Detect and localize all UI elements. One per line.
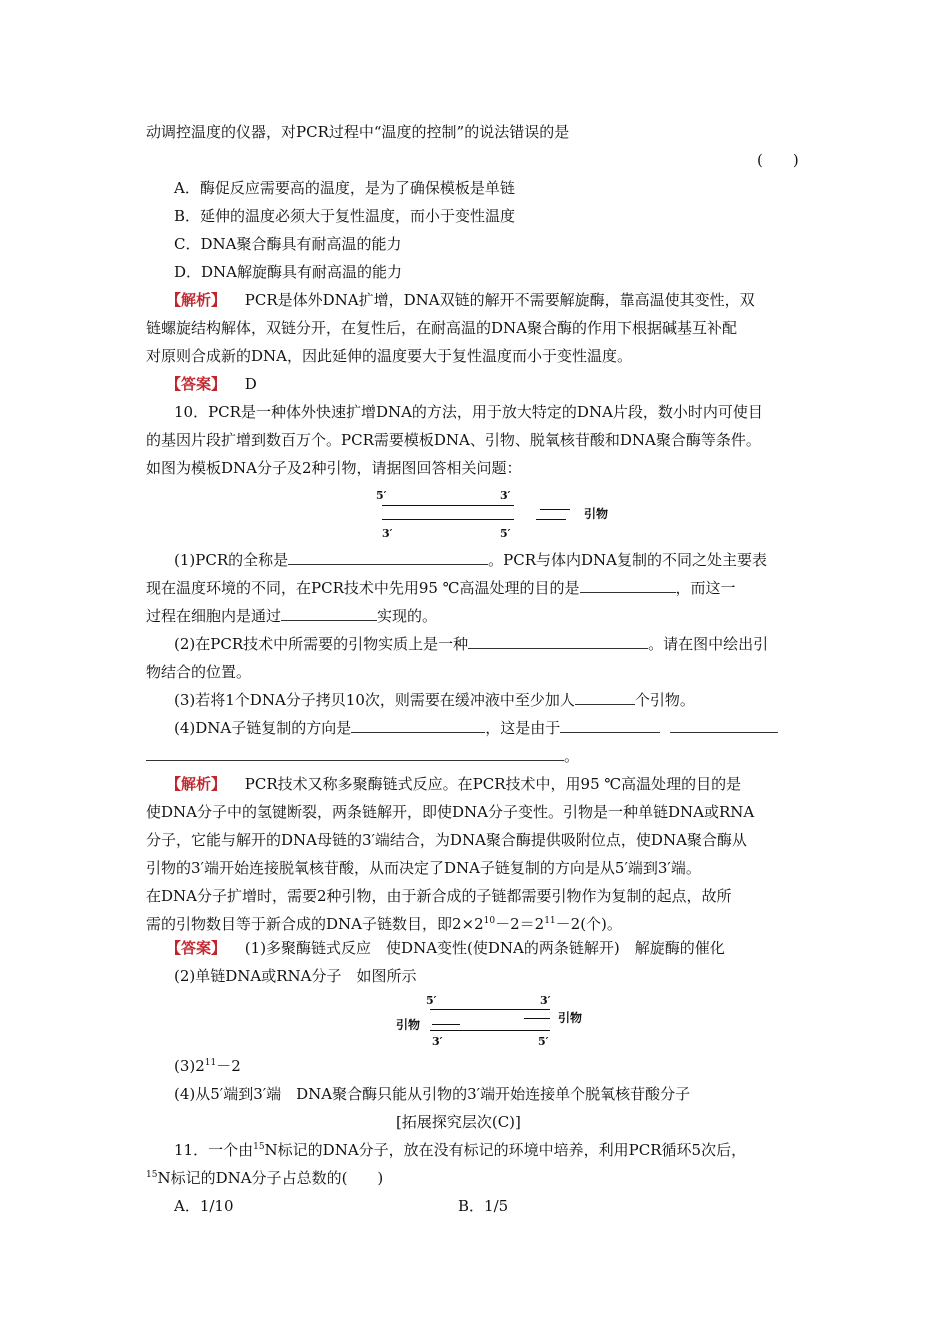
q9-option-d: D．DNA解旋酶具有耐高温的能力	[174, 263, 403, 281]
text: 需的引物数目等于新合成的DNA子链数目，即2×2	[146, 915, 484, 933]
superscript: 15	[253, 1142, 265, 1152]
text: N标记的DNA分子，放在没有标记的环境中培养，利用PCR循环5次后，	[264, 1141, 747, 1159]
blank-95c-purpose[interactable]	[580, 578, 676, 593]
fig1-bottom-strand	[382, 519, 514, 520]
q10-part1-line-3	[146, 606, 437, 626]
q9-option-c: C．DNA聚合酶具有耐高温的能力	[174, 235, 402, 253]
analysis-tag: 【解析】	[166, 291, 227, 309]
text: (1)PCR的全称是	[174, 551, 289, 569]
fig1-primer-label: 引物	[584, 507, 609, 521]
text: N标记的DNA分子占总数的( )	[157, 1169, 384, 1187]
q11-option-a: A．1/10	[174, 1197, 234, 1215]
text: (2)在PCR技术中所需要的引物实质上是一种	[174, 635, 469, 653]
q10-part2-line-2: 物结合的位置。	[146, 663, 252, 681]
q10-answer-line-2: (2)单链DNA或RNA分子 如图所示	[174, 967, 417, 985]
answer-value: D	[244, 375, 257, 393]
q10-analysis-line-4: 引物的3′端开始连接脱氧核苷酸，从而决定了DNA子链复制的方向是从5′端到3′端。	[146, 859, 701, 877]
q9-answer-line	[166, 374, 257, 394]
fig2-label-bottom-right: 5′	[538, 1035, 549, 1048]
blank-in-cell-process[interactable]	[281, 606, 377, 621]
blank-reason-2[interactable]	[670, 718, 778, 733]
superscript: 15	[146, 1170, 158, 1180]
exponent: 11	[204, 1058, 217, 1068]
text: ，这是由于	[485, 719, 561, 737]
q9-option-b: B．延伸的温度必须大于复性温度，而小于变性温度	[174, 207, 516, 225]
q10-part1-line-2	[146, 578, 736, 598]
text: 。PCR与体内DNA复制的不同之处主要表	[488, 551, 767, 569]
answer-tag: 【答案】	[166, 939, 227, 957]
text: 个引物。	[634, 691, 695, 709]
q10-part4-line-1	[174, 718, 778, 738]
fig1-label-bottom-right: 5′	[500, 527, 511, 540]
fig2-primer-label-right: 引物	[558, 1011, 583, 1025]
fig1-label-top-right: 3′	[500, 489, 511, 502]
q10-answer-line-4: (4)从5′端到3′端 DNA聚合酶只能从引物的3′端开始连接单个脱氧核苷酸分子	[174, 1085, 691, 1103]
q10-part2-line-1	[174, 634, 768, 654]
answer-text: (1)多聚酶链式反应 使DNA变性(使DNA的两条链解开) 解旋酶的催化	[244, 939, 725, 957]
exponent: 11	[544, 916, 556, 926]
blank-primer-count[interactable]	[575, 690, 635, 705]
q10-stem-line-1: 10．PCR是一种体外快速扩增DNA的方法，用于放大特定的DNA片段，数小时内可使目	[174, 403, 763, 421]
fig1-primer-1	[540, 509, 570, 510]
text: (3)2	[174, 1057, 205, 1075]
fig2-primer-label-left: 引物	[396, 1018, 421, 1032]
blank-reason-1[interactable]	[560, 718, 660, 733]
blank-primer-nature[interactable]	[468, 634, 648, 649]
fig2-right-primer	[524, 1018, 550, 1019]
fig1-label-bottom-left: 3′	[382, 527, 393, 540]
q9-answer-paren: ( )	[757, 151, 799, 169]
text: －2(个)。	[555, 915, 622, 933]
fig1-primer-2	[536, 519, 566, 520]
q10-analysis-line-1	[166, 774, 741, 794]
text: 实现的。	[377, 607, 438, 625]
blank-pcr-full-name[interactable]	[288, 550, 488, 565]
text: (3)若将1个DNA分子拷贝10次，则需要在缓冲液中至少加人	[174, 691, 575, 709]
text: －2＝2	[495, 915, 545, 933]
fig2-label-top-right: 3′	[540, 994, 551, 1007]
blank-reason-3[interactable]	[146, 746, 564, 761]
analysis-tag: 【解析】	[166, 775, 227, 793]
fig2-left-primer	[432, 1024, 460, 1025]
exponent: 10	[483, 916, 496, 926]
fig2-label-bottom-left: 3′	[432, 1035, 443, 1048]
q10-analysis-line-6	[146, 914, 622, 934]
q10-stem-line-2: 的基因片段扩增到数百万个。PCR需要模板DNA、引物、脱氧核苷酸和DNA聚合酶等条件。	[146, 431, 761, 449]
q10-answer-line-3	[174, 1056, 241, 1076]
section-title: [拓展探究层次(C)]	[396, 1113, 521, 1131]
fig1-top-strand	[382, 505, 514, 506]
q9-analysis-line-2: 链螺旋结构解体，双链分开，在复性后，在耐高温的DNA聚合酶的作用下根据碱基互补配	[146, 319, 737, 337]
analysis-text: PCR技术又称多聚酶链式反应。在PCR技术中，用95 ℃高温处理的目的是	[244, 775, 742, 793]
q11-stem-line-1	[174, 1140, 746, 1160]
fig2-top-strand	[430, 1009, 550, 1010]
q10-part4-line-2	[146, 746, 579, 766]
q9-option-a: A．酶促反应需要高的温度，是为了确保模板是单链	[174, 179, 515, 197]
text: 过程在细胞内是通过	[146, 607, 282, 625]
q10-analysis-line-5: 在DNA分子扩增时，需要2种引物，由于新合成的子链都需要引物作为复制的起点，故所	[146, 887, 732, 905]
fig2-bottom-strand	[430, 1030, 550, 1031]
text: ，而这一	[675, 579, 736, 597]
q11-stem-line-2	[146, 1168, 383, 1188]
q10-stem-line-3: 如图为模板DNA分子及2种引物，请据图回答相关问题：	[146, 459, 522, 477]
q9-analysis-line-3: 对原则合成新的DNA，因此延伸的温度要大于复性温度而小于变性温度。	[146, 347, 632, 365]
text: －2	[216, 1057, 241, 1075]
q10-part3	[174, 690, 695, 710]
fig1-label-top-left: 5′	[376, 489, 387, 502]
q11-option-b: B．1/5	[458, 1197, 509, 1215]
q9-analysis-line-1	[166, 290, 755, 310]
fig2-label-top-left: 5′	[426, 994, 437, 1007]
q9-stem: 动调控温度的仪器，对PCR过程中“温度的控制”的说法错误的是	[146, 123, 570, 141]
text: 11．一个由	[174, 1141, 254, 1159]
text: (4)DNA子链复制的方向是	[174, 719, 352, 737]
q10-analysis-line-3: 分子，它能与解开的DNA母链的3′端结合，为DNA聚合酶提供吸附位点，使DNA聚合酶从	[146, 831, 747, 849]
blank-replication-direction[interactable]	[351, 718, 485, 733]
q10-part1-line-1	[174, 550, 767, 570]
text: 。请在图中绘出引	[648, 635, 769, 653]
analysis-text: PCR是体外DNA扩增，DNA双链的解开不需要解旋酶，靠高温使其变性，双	[244, 291, 755, 309]
q10-answer-line-1	[166, 938, 725, 958]
answer-tag: 【答案】	[166, 375, 227, 393]
text: 现在温度环境的不同，在PCR技术中先用95 ℃高温处理的目的是	[146, 579, 580, 597]
q10-analysis-line-2: 使DNA分子中的氢键断裂，两条链解开，即使DNA分子变性。引物是一种单链DNA或RNA	[146, 803, 755, 821]
text: 。	[564, 747, 580, 765]
